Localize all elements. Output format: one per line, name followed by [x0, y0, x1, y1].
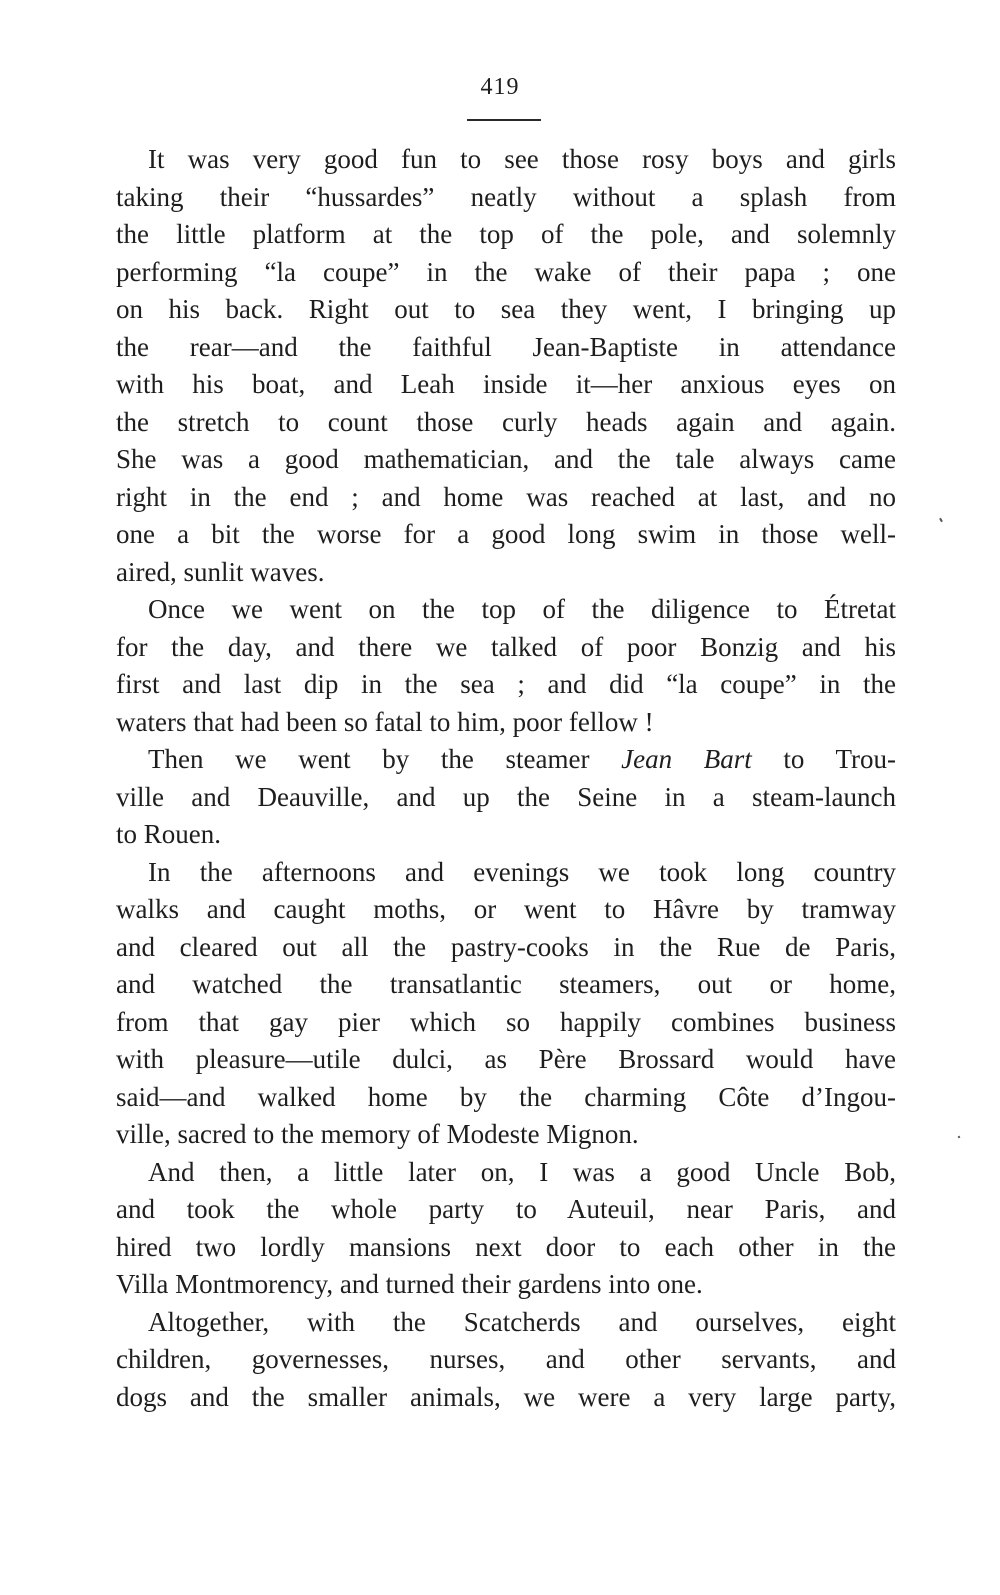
text-line: the little platform at the top of the pole, and solemnly — [116, 219, 896, 249]
text-line: Once we went on the top of the diligence to Étretat — [148, 594, 896, 624]
paragraph-5 — [116, 1154, 896, 1304]
text-line: and watched the transatlantic steamers, out or home, — [116, 969, 896, 999]
paragraph-2 — [116, 591, 896, 741]
text-line: children, governesses, nurses, and other servants, and — [116, 1344, 896, 1374]
text-line: walks and caught moths, or went to Hâvre by tramway — [116, 894, 896, 924]
text-line: said—and walked home by the charming Côte d’Ingou- — [116, 1081, 896, 1112]
scan-speck — [958, 1136, 961, 1139]
paragraph-1 — [116, 141, 896, 591]
text-line: Villa Montmorency, and turned their gardens into one. — [116, 1269, 703, 1299]
page-number-rule — [467, 119, 541, 121]
text-line: the rear—and the faithful Jean-Baptiste in attendance — [116, 331, 896, 362]
text-line: taking their “hussardes” neatly without a splash from — [116, 181, 896, 212]
text-line: the stretch to count those curly heads again and again. — [116, 406, 896, 437]
text-line: from that gay pier which so happily combines business — [116, 1006, 896, 1037]
text-line: one a bit the worse for a good long swim in those well- — [116, 519, 896, 549]
paragraph-3 — [116, 741, 896, 854]
body-text — [116, 141, 896, 1416]
text-line: and took the whole party to Auteuil, near Paris, and — [116, 1194, 896, 1224]
text-line: ville and Deauville, and up the Seine in a steam-launch — [116, 781, 896, 812]
text-line: with pleasure—utile dulci, as Père Brossard would have — [116, 1044, 896, 1074]
text-line: And then, a little later on, I was a good Uncle Bob, — [148, 1156, 896, 1187]
page-number: 419 — [480, 74, 520, 100]
ship-name: Jean Bart — [621, 744, 752, 774]
paragraph-6 — [116, 1304, 896, 1417]
text-line: with his boat, and Leah inside it—her anxious eyes on — [116, 369, 896, 399]
text-line: aired, sunlit waves. — [116, 556, 325, 587]
text-line: ville, sacred to the memory of Modeste Mignon. — [116, 1119, 639, 1149]
text-line: She was a good mathematician, and the tale always came — [116, 444, 896, 474]
text-line — [116, 741, 896, 779]
text-line: In the afternoons and evenings we took long country — [148, 856, 896, 887]
text-line: first and last dip in the sea ; and did “la coupe” in the — [116, 669, 896, 699]
text-line: Altogether, with the Scatcherds and ourselves, eight — [148, 1306, 896, 1337]
text-line: on his back. Right out to sea they went, I bringing up — [116, 294, 896, 324]
text-line: dogs and the smaller animals, we were a very large party, — [116, 1381, 896, 1412]
text-line: performing “la coupe” in the wake of their papa ; one — [116, 256, 896, 287]
text-line: waters that had been so fatal to him, poor fellow ! — [116, 706, 654, 737]
scan-speck — [939, 518, 943, 522]
text-line: hired two lordly mansions next door to each other in the — [116, 1231, 896, 1262]
text-line: and cleared out all the pastry-cooks in the Rue de Paris, — [116, 931, 896, 962]
text-line: for the day, and there we talked of poor Bonzig and his — [116, 631, 896, 662]
paragraph-4 — [116, 854, 896, 1154]
text-line: It was very good fun to see those rosy boys and girls — [148, 144, 896, 174]
text-run: Then we went by the steamer — [148, 744, 622, 774]
text-run: to Trou- — [751, 744, 896, 774]
text-line: right in the end ; and home was reached at last, and no — [116, 481, 896, 512]
text-line: to Rouen. — [116, 819, 221, 849]
